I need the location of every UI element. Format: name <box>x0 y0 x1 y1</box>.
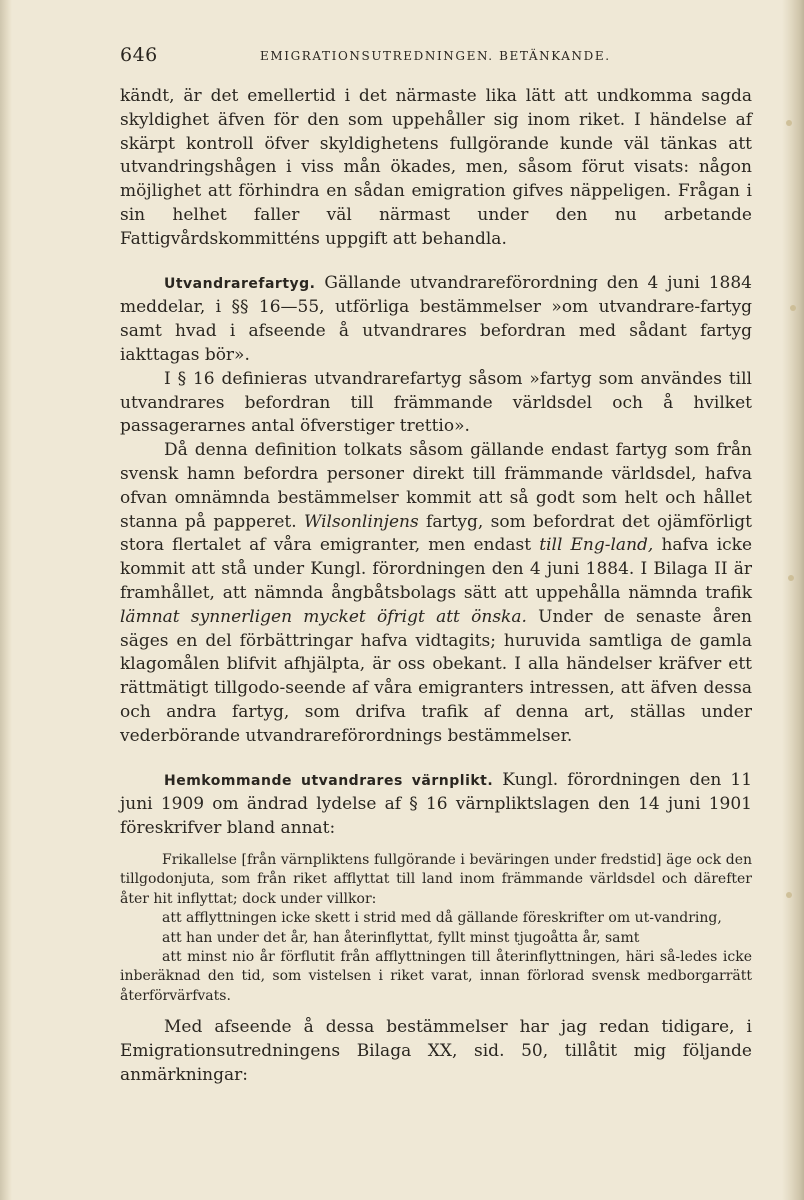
paragraph-text: Kungl. förordningen den 11 juni 1909 om ändrad lydelse af § 16 värnpliktslagen den 14 juni 1901 föreskrifver bland annat: <box>120 769 753 839</box>
section-heading-varnplikt: Hemkommande utvandrares värnplikt. <box>164 772 494 789</box>
italic-lamnat-onska: lämnat synnerligen mycket öfrigt att önska. <box>120 606 527 627</box>
quote-gap <box>120 841 752 851</box>
paragraph-text: fartyg, som befordrat det ojämförligt stora flertalet af våra emigranter, men endast <box>120 511 752 556</box>
section-gap <box>120 749 752 769</box>
quote-gap <box>120 1006 752 1016</box>
page-edge-right <box>782 0 804 1200</box>
paragraph-text: Gällande utvandrareförordning den 4 juni 1884 meddelar, i §§ 16—55, utförliga bestämmelser »om utvandrare-fartyg samt hvad i afseende å utvandrares befordran med sådant fartyg iakttagas bör». <box>120 272 753 365</box>
paragraph-definition: I § 16 definieras utvandrarefartyg såsom »fartyg som användes till utvandrares befordran till främmande världsdel och å hvilket passagerarnes antal öfverstiger trettio». <box>120 368 752 437</box>
quote-condition-2: att han under det år, han återinflyttat, fyllt minst tjugoåtta år, samt <box>162 929 640 946</box>
quote-condition-3: att minst nio år förflutit från afflyttningen till återinflyttningen, häri så-ledes icke inberäknad den tid, som vistelsen i riket varat, innan förlorad svensk medborgarrätt återförvärfvats. <box>120 948 752 1004</box>
section-varnplikt-paragraph <box>120 769 752 841</box>
section-heading-utvandrarefartyg: Utvandrarefartyg. <box>164 275 316 292</box>
paragraph-text: Då denna definition tolkats såsom gällande endast fartyg som från svensk hamn befordra personer direkt till främmande världsdel, hafva ofvan omnämnda bestämmelser kommit att så godt som helt och hållet stanna på papperet. <box>120 440 752 532</box>
paper-speck <box>786 120 792 126</box>
paragraph-text: Under de senaste åren säges en del förbättringar hafva vidtagits; huruvida samtliga de gamla klagomålen blifvit afhjälpta, är oss obekant. I alla händelser kräfver ett rättmätigt tillgodo-seende af våra emigranters intressen, att äfven dessa och andra fartyg, som drifva trafik af denna art, ställas under vederbörande utvandrareförordnings bestämmelser. <box>120 606 752 746</box>
italic-wilsonlinjens: Wilsonlinjens <box>303 511 419 532</box>
quote-condition-1: att afflyttningen icke skett i strid med då gällande föreskrifter om ut-vandring, <box>162 910 722 927</box>
section-gap <box>120 252 752 272</box>
paragraph-final: Med afseende å dessa bestämmelser har jag redan tidigare, i Emigrationsutredningens Bilaga XX, sid. 50, tillåtit mig följande anmärkningar: <box>120 1017 752 1085</box>
section-utvandrarefartyg-paragraph <box>120 272 752 368</box>
running-head: EMIGRATIONSUTREDNINGEN. BETÄNKANDE. <box>260 49 611 63</box>
paper-speck <box>788 575 794 581</box>
page-content <box>120 85 752 1088</box>
page-edge-left <box>0 0 12 1200</box>
quote-frikallelse: Frikallelse [från värnpliktens fullgörande i beväringen under fredstid] äge ock den tillgodonjuta, som från riket afflyttat till land inom främmande världsdel och därefter åter hit inflyttat; dock under villkor: <box>120 851 752 907</box>
page-header <box>120 44 760 72</box>
paragraph-wilson-line <box>120 439 752 748</box>
page-number: 646 <box>120 44 158 66</box>
paper-speck <box>786 892 792 898</box>
paragraph-text: hafva icke kommit att stå under Kungl. förordningen den 4 juni 1884. I Bilaga II är framhållet, att nämnda ångbåtsbolags sätt att uppehålla nämnda trafik <box>120 535 753 603</box>
italic-till-england: till Eng-land, <box>539 535 654 556</box>
paper-speck <box>790 305 796 311</box>
paragraph-continuation: kändt, är det emellertid i det närmaste lika lätt att undkomma sagda skyldighet äfven för den som uppehåller sig inom riket. I händelse af skärpt kontroll öfver skyldighetens fullgörande kunde väl tänkas att utvandringshågen i viss mån ökades, men, såsom förut visats: någon möjlighet att förhindra en sådan emigration gifves näppeligen. Frågan i sin helhet faller väl närmast under den nu arbetande Fattigvårdskommitténs uppgift att behandla. <box>120 86 752 249</box>
